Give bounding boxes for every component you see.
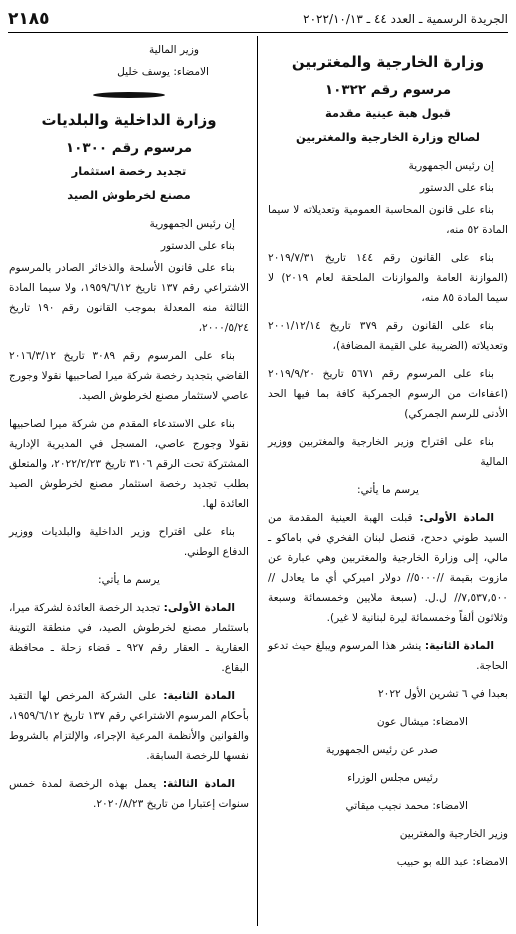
preamble-line: بناء على اقتراح وزير الخارجية والمغتربين ووزير المالية [268, 436, 508, 468]
preamble-line: إن رئيس الجمهورية [149, 218, 235, 230]
article-label: المادة الأولى: [419, 512, 494, 524]
article-label: المادة الثانية: [424, 640, 494, 652]
column-divider [257, 36, 258, 926]
decree-subject: قبول هبة عينية مقدمة [324, 106, 452, 120]
signature-title: وزير المالية [148, 44, 199, 56]
gazette-title: الجريدة الرسمية ـ العدد ٤٤ ـ ٢٠٢٢/١٠/١٣ [303, 12, 508, 26]
preamble-line: بناء على الدستور [419, 182, 494, 194]
decree-number: مرسوم رقم ١٠٣٢٢ [324, 82, 452, 98]
date-line: بعبدا في ٦ تشرين الأول ٢٠٢٢ [377, 688, 508, 700]
preamble-line: بناء على اقتراح وزير الداخلية والبلديات ووزير الدفاع الوطني. [9, 526, 249, 558]
decree-subject: تجديد رخصة استثمار [71, 164, 187, 178]
signature-line: الامضاء: عبد الله بو حبيب [396, 856, 508, 868]
section-separator [93, 92, 165, 98]
article-paragraph [268, 508, 508, 628]
article-text: تجديد الرخصة العائدة لشركة ميرا، باستثمار مصنع لخرطوش الصيد، في منطقة التوينة العقارية ـ العقار رقم ٩٢٧ ـ قضاء زحلة ـ محافظة البقاع. [9, 602, 250, 674]
article-label: المادة الثانية: [163, 690, 235, 702]
article-label: المادة الأولى: [163, 602, 235, 614]
signature-line: رئيس مجلس الوزراء [347, 772, 438, 784]
signature-line: الامضاء: يوسف خليل [117, 66, 209, 78]
ministry-heading: وزارة الداخلية والبلديات [41, 111, 217, 129]
article-text: قبلت الهبة العينية المقدمة من السيد طوني دحدح، قنصل لبنان الفخري في باماكو ـ مالي، إلى وزارة الخارجية والمغتربين وهي عبارة عن مازوت بقيمة //٥٠٠٠// دولار اميركي أي ما يعادل //٧,٥٣٧,٥٠٠// ل.ل. (سبعة ملايين وخمسمائة وسبعة وثلاثون ألفاً وخمسمائة ليرة لبنانية لا غير). [268, 512, 508, 624]
article-text: ينشر هذا المرسوم ويبلغ حيث تدعو الحاجة. [268, 640, 508, 672]
signature-line: الامضاء: ميشال عون [376, 716, 468, 728]
preamble-line: إن رئيس الجمهورية [408, 160, 494, 172]
decree-subject: مصنع لخرطوش الصيد [67, 188, 191, 202]
signature-line: الامضاء: محمد نجيب ميقاتي [345, 800, 468, 812]
signature-line: وزير الخارجية والمغتربين [399, 828, 508, 840]
page-number: ٢١٨٥ [8, 9, 50, 29]
preamble-line: بناء على الدستور [160, 240, 235, 252]
decree-number: مرسوم رقم ١٠٣٠٠ [65, 140, 193, 156]
decree-subject: لصالح وزارة الخارجية والمغتربين [296, 130, 480, 144]
article-paragraph [9, 598, 249, 678]
preamble-line: بناء على المرسوم رقم ٣٠٨٩ تاريخ ٢٠١٦/٣/١٢ القاضي بتجديد رخصة شركة ميرا لصاحبيها نقولا وجورج عاصي لاستثمار مصنع لخرطوش الصيد. [9, 350, 249, 402]
preamble-line: بناء على المرسوم رقم ٥٦٧١ تاريخ ٢٠١٩/٩/٢٠ (اعفاءات من الرسوم الجمركية كافة بما فيها الحد الأدنى للرسم الجمركي) [268, 368, 508, 420]
preamble-line: بناء على القانون رقم ١٤٤ تاريخ ٢٠١٩/٧/٣١ (الموازنة العامة والموازنات الملحقة لعام ٢٠١٩) لا سيما المادة ٨٥ منه، [268, 252, 509, 304]
article-label: المادة الثالثة: [162, 778, 235, 790]
page-header [8, 6, 508, 33]
signature-line: صدر عن رئيس الجمهورية [325, 744, 438, 756]
article-text: على الشركة المرخص لها التقيد بأحكام المرسوم الاشتراعي رقم ١٣٧ تاريخ ١٩٥٩/٦/١٢، والقوانين والأنظمة المرعية الإجراء، والإلتزام بالشروط نفسها للرخصة السابقة. [9, 690, 249, 762]
article-paragraph [9, 686, 249, 766]
preamble-line: بناء على القانون رقم ٣٧٩ تاريخ ٢٠٠١/١٢/١٤ وتعديلاته (الضريبة على القيمة المضافة)، [268, 320, 508, 352]
preamble-line: بناء على قانون الأسلحة والذخائر الصادر بالمرسوم الاشتراعي رقم ١٣٧ تاريخ ١٩٥٩/٦/١٢، ولا سيما المادة الثالثة منه المعدلة بموجب القانون رقم ١٩٠ تاريخ ٢٠٠٠/٥/٢٤، [9, 262, 249, 334]
decrees-label: يرسم ما يأتي: [357, 484, 419, 496]
article-paragraph [9, 774, 249, 814]
left-column [9, 40, 249, 822]
preamble-line: بناء على الاستدعاء المقدم من شركة ميرا لصاحبيها نقولا وجورج عاصي، المسجل في المديرية الإدارية المشتركة تحت الرقم ٣١٠٦ تاريخ ٢٠٢٢/٢/٢٣، والمتعلق بطلب تجديد رخصة استثمار مصنع لخرطوش الصيد العائدة لها. [9, 418, 249, 510]
preamble-line: بناء على قانون المحاسبة العمومية وتعديلاته لا سيما المادة ٥٢ منه، [268, 204, 508, 236]
ministry-heading: وزارة الخارجية والمغتربين [291, 53, 485, 71]
article-text: يعمل بهذه الرخصة لمدة خمس سنوات إعتبارا من تاريخ ٢٠٢٠/٨/٢٣. [9, 778, 249, 810]
right-column [268, 40, 508, 880]
article-paragraph [268, 636, 508, 676]
decrees-label: يرسم ما يأتي: [98, 574, 160, 586]
